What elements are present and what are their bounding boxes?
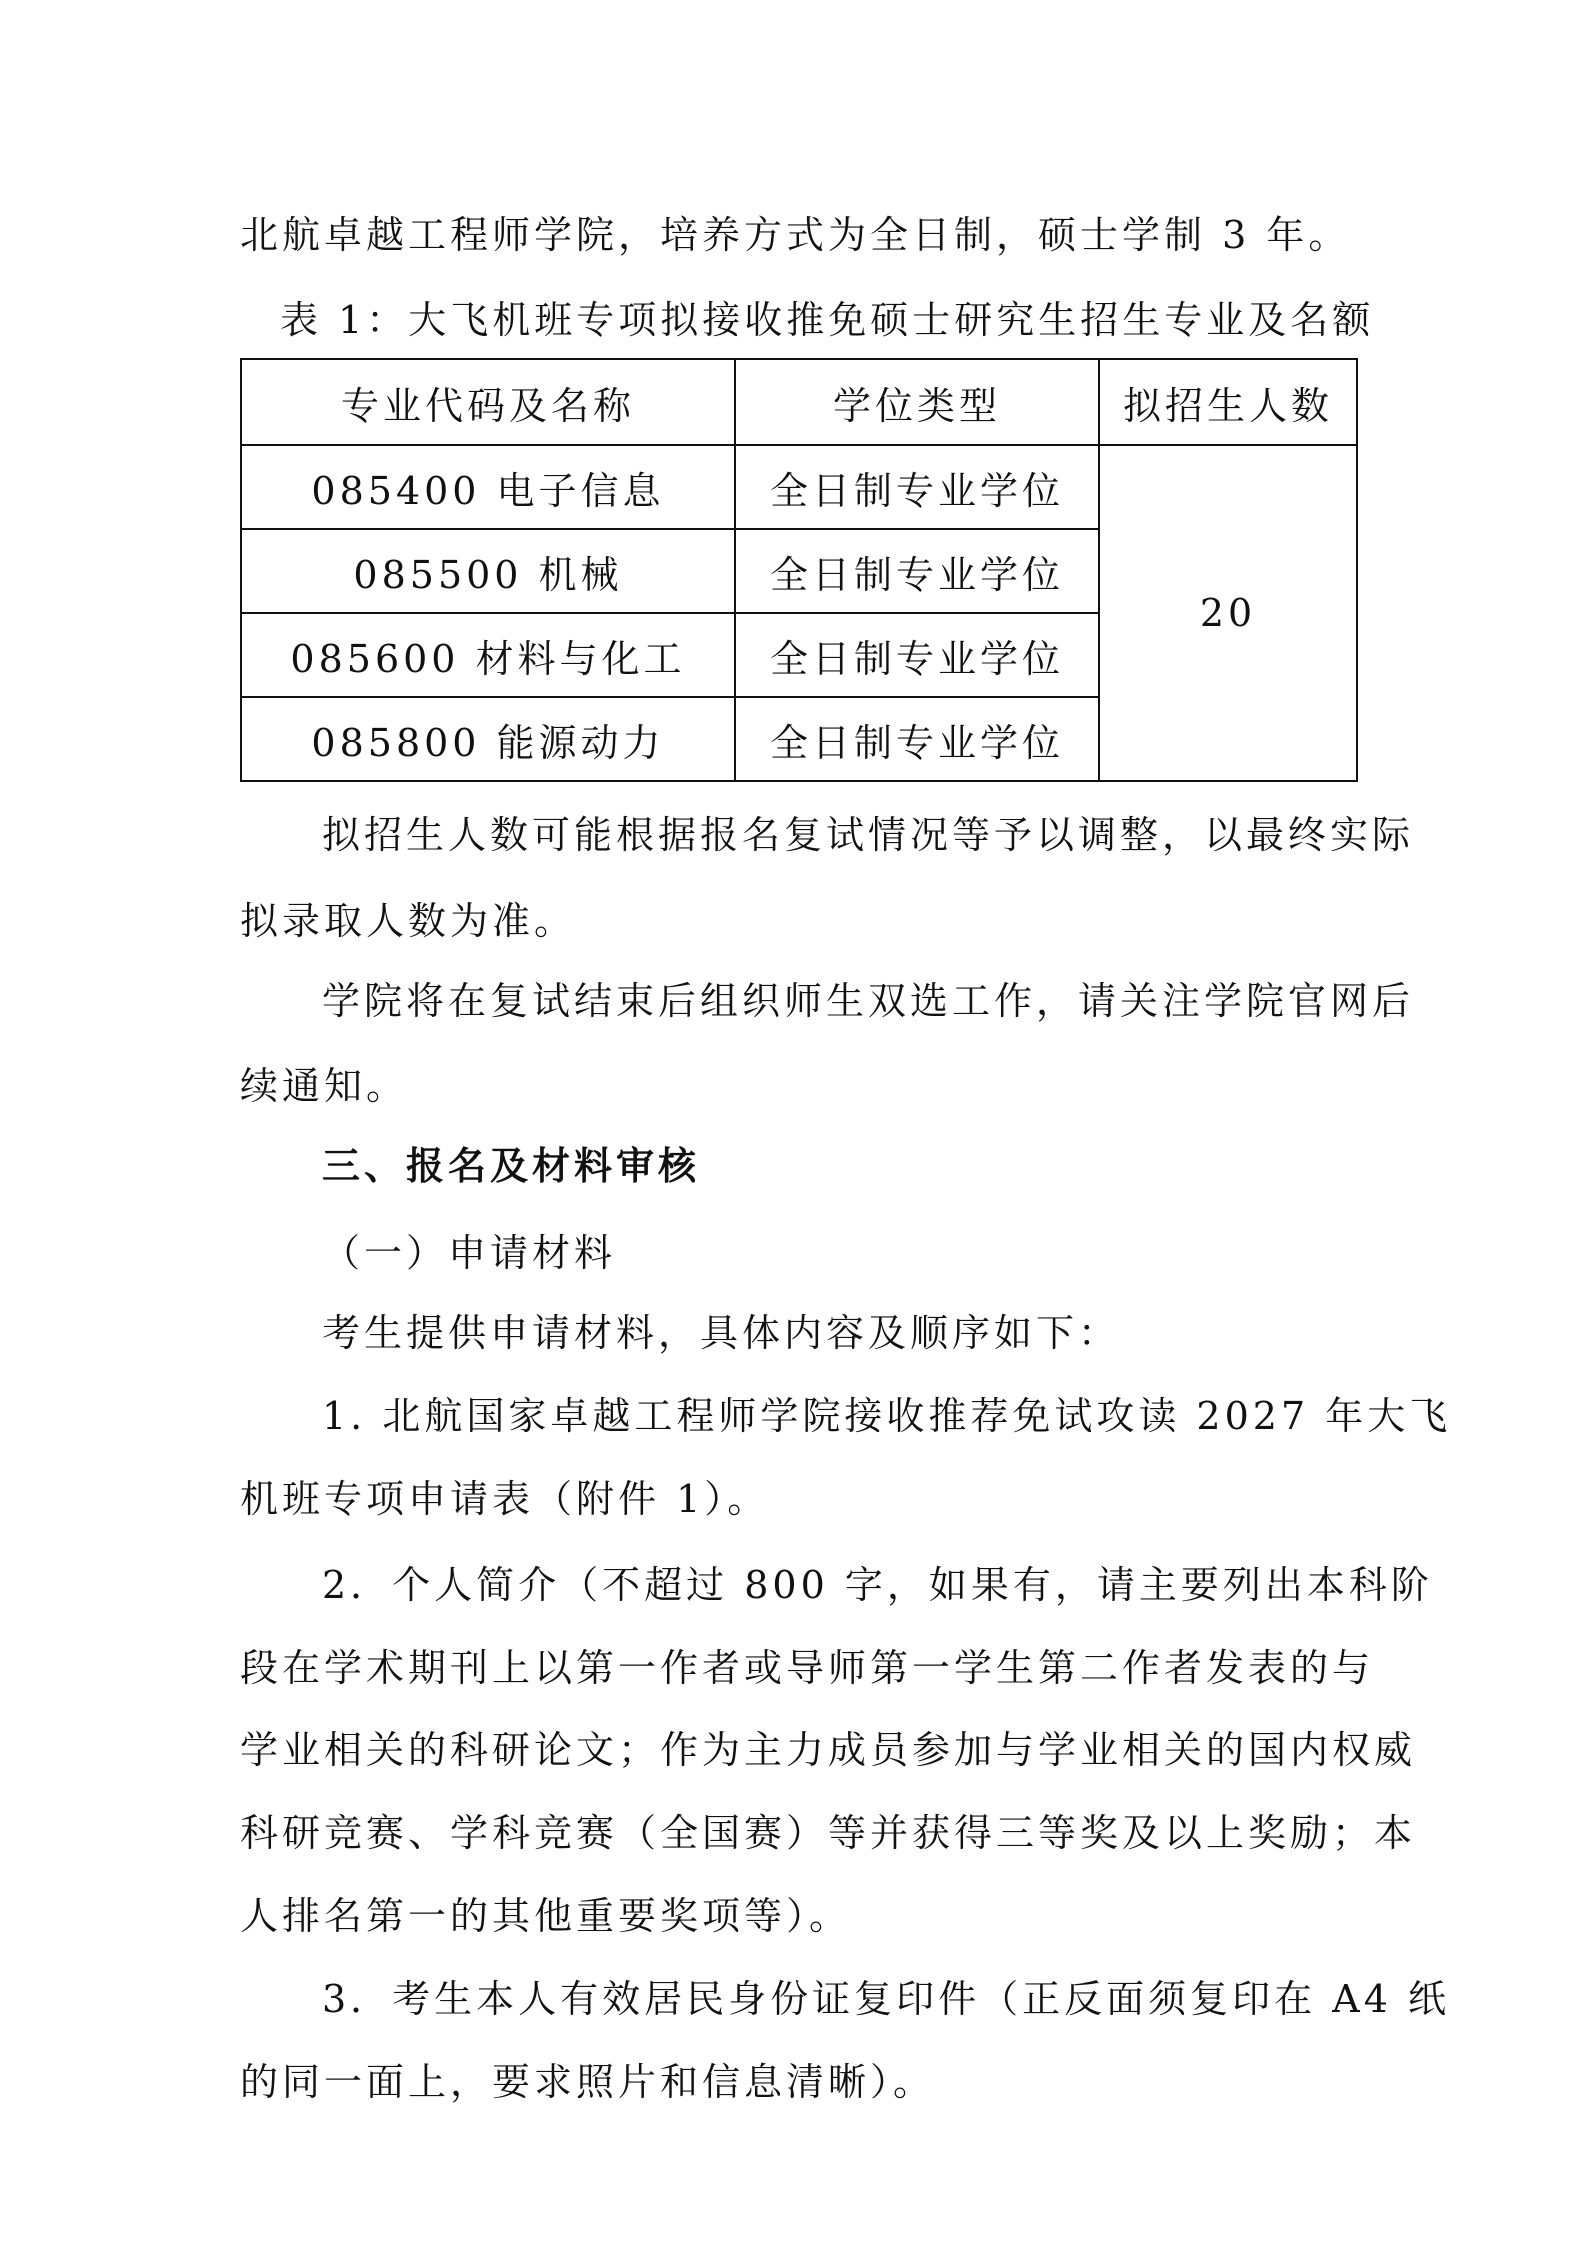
paragraph-line: 学院将在复试结束后组织师生双选工作，请关注学院官网后 <box>322 979 1415 1023</box>
subsection-title: （一）申请材料 <box>322 1231 617 1275</box>
cell-degree: 全日制专业学位 <box>735 697 1099 781</box>
list-item-line: 2．个人简介（不超过 800 字，如果有，请主要列出本科阶 <box>322 1563 1433 1607</box>
cell-major: 085600 材料与化工 <box>241 613 735 697</box>
header-degree: 学位类型 <box>735 359 1099 445</box>
list-item-line: 的同一面上，要求照片和信息清晰）。 <box>240 2060 936 2104</box>
header-quota: 拟招生人数 <box>1099 359 1357 445</box>
list-item-line: 1. 北航国家卓越工程师学院接收推荐免试攻读 2027 年大飞 <box>322 1394 1452 1438</box>
cell-quota: 20 <box>1099 445 1357 781</box>
list-item-line: 学业相关的科研论文；作为主力成员参加与学业相关的国内权威 <box>240 1728 1417 1772</box>
materials-intro: 考生提供申请材料，具体内容及顺序如下： <box>322 1311 1121 1355</box>
intro-line: 北航卓越工程师学院，培养方式为全日制，硕士学制 3 年。 <box>240 213 1351 257</box>
table-row <box>241 445 1357 529</box>
cell-major: 085800 能源动力 <box>241 697 735 781</box>
table-caption: 表 1：大飞机班专项拟接收推免硕士研究生招生专业及名额 <box>280 298 1375 342</box>
cell-degree: 全日制专业学位 <box>735 445 1099 529</box>
list-item-line: 科研竞赛、学科竞赛（全国赛）等并获得三等奖及以上奖励；本 <box>240 1811 1417 1855</box>
section-title: 三、报名及材料审核 <box>322 1143 701 1188</box>
quota-table <box>240 358 1358 782</box>
list-item-line: 人排名第一的其他重要奖项等）。 <box>240 1894 852 1938</box>
cell-degree: 全日制专业学位 <box>735 529 1099 613</box>
list-item-line: 3．考生本人有效居民身份证复印件（正反面须复印在 A4 纸 <box>322 1977 1450 2021</box>
paragraph-line: 续通知。 <box>240 1064 409 1108</box>
table-header-row <box>241 359 1357 445</box>
paragraph-line: 拟招生人数可能根据报名复试情况等予以调整，以最终实际 <box>322 813 1415 857</box>
list-item-line: 段在学术期刊上以第一作者或导师第一学生第二作者发表的与 <box>240 1646 1375 1690</box>
list-item-line: 机班专项申请表（附件 1）。 <box>240 1477 770 1521</box>
cell-degree: 全日制专业学位 <box>735 613 1099 697</box>
paragraph-line: 拟录取人数为准。 <box>240 899 577 943</box>
cell-major: 085500 机械 <box>241 529 735 613</box>
cell-major: 085400 电子信息 <box>241 445 735 529</box>
header-major: 专业代码及名称 <box>241 359 735 445</box>
